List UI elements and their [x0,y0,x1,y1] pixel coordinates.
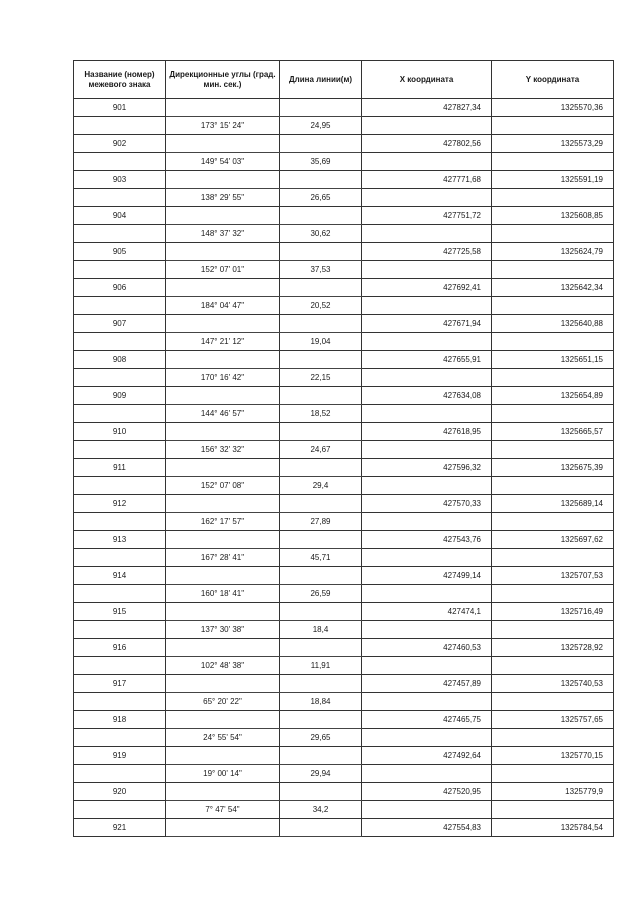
point-name: 914 [74,567,166,585]
y-coordinate: 1325651,15 [492,351,614,369]
direction-angle: 156° 32' 32" [166,441,280,459]
empty-cell [492,405,614,423]
direction-angle: 170° 16' 42" [166,369,280,387]
point-name: 901 [74,99,166,117]
x-coordinate: 427655,91 [362,351,492,369]
table-row [74,567,614,585]
line-length: 24,95 [280,117,362,135]
table-row [74,189,614,207]
point-name: 910 [74,423,166,441]
direction-angle: 147° 21' 12" [166,333,280,351]
empty-cell [280,99,362,117]
table-row [74,747,614,765]
y-coordinate: 1325716,49 [492,603,614,621]
y-coordinate: 1325707,53 [492,567,614,585]
empty-cell [362,153,492,171]
empty-cell [362,189,492,207]
empty-cell [166,387,280,405]
x-coordinate: 427554,83 [362,819,492,837]
empty-cell [166,459,280,477]
direction-angle: 152° 07' 08" [166,477,280,495]
empty-cell [280,711,362,729]
x-coordinate: 427725,58 [362,243,492,261]
empty-cell [74,369,166,387]
empty-cell [280,351,362,369]
direction-angle: 184° 04' 47" [166,297,280,315]
line-length: 18,84 [280,693,362,711]
empty-cell [74,801,166,819]
table-row [74,315,614,333]
empty-cell [166,243,280,261]
table-row [74,333,614,351]
table-row [74,279,614,297]
empty-cell [74,297,166,315]
point-name: 920 [74,783,166,801]
point-name: 915 [74,603,166,621]
x-coordinate: 427570,33 [362,495,492,513]
table-row [74,405,614,423]
empty-cell [362,405,492,423]
x-coordinate: 427499,14 [362,567,492,585]
table-row [74,351,614,369]
x-coordinate: 427596,32 [362,459,492,477]
empty-cell [166,171,280,189]
direction-angle: 148° 37' 32" [166,225,280,243]
table-row [74,801,614,819]
table-row [74,585,614,603]
header-length: Длина линии(м) [280,61,362,99]
x-coordinate: 427827,34 [362,99,492,117]
line-length: 18,4 [280,621,362,639]
table-row [74,477,614,495]
line-length: 22,15 [280,369,362,387]
table-row [74,549,614,567]
table-row [74,99,614,117]
empty-cell [280,819,362,837]
direction-angle: 7° 47' 54" [166,801,280,819]
empty-cell [362,549,492,567]
point-name: 907 [74,315,166,333]
empty-cell [362,693,492,711]
table-row [74,603,614,621]
empty-cell [280,495,362,513]
y-coordinate: 1325770,15 [492,747,614,765]
empty-cell [74,513,166,531]
table-row [74,153,614,171]
point-name: 918 [74,711,166,729]
empty-cell [280,747,362,765]
table-row [74,657,614,675]
point-name: 906 [74,279,166,297]
point-name: 902 [74,135,166,153]
empty-cell [166,207,280,225]
line-length: 37,53 [280,261,362,279]
empty-cell [362,297,492,315]
empty-cell [280,387,362,405]
y-coordinate: 1325573,29 [492,135,614,153]
empty-cell [74,693,166,711]
empty-cell [280,207,362,225]
empty-cell [362,585,492,603]
empty-cell [166,135,280,153]
point-name: 912 [74,495,166,513]
line-length: 30,62 [280,225,362,243]
empty-cell [280,603,362,621]
empty-cell [166,747,280,765]
x-coordinate: 427543,76 [362,531,492,549]
empty-cell [74,225,166,243]
empty-cell [166,99,280,117]
table-row [74,297,614,315]
table-row [74,729,614,747]
empty-cell [362,225,492,243]
empty-cell [166,783,280,801]
empty-cell [166,495,280,513]
header-y: Y координата [492,61,614,99]
table-row [74,639,614,657]
empty-cell [166,639,280,657]
empty-cell [362,513,492,531]
direction-angle: 137° 30' 38" [166,621,280,639]
y-coordinate: 1325779,9 [492,783,614,801]
y-coordinate: 1325697,62 [492,531,614,549]
empty-cell [362,477,492,495]
empty-cell [492,333,614,351]
table-row [74,387,614,405]
table-row [74,621,614,639]
direction-angle: 24° 55' 54" [166,729,280,747]
empty-cell [74,333,166,351]
direction-angle: 138° 29' 55" [166,189,280,207]
direction-angle: 102° 48' 38" [166,657,280,675]
empty-cell [74,729,166,747]
y-coordinate: 1325689,14 [492,495,614,513]
table-row [74,819,614,837]
empty-cell [280,639,362,657]
direction-angle: 162° 17' 57" [166,513,280,531]
x-coordinate: 427460,53 [362,639,492,657]
table-row [74,531,614,549]
empty-cell [492,189,614,207]
empty-cell [166,423,280,441]
header-name: Название (номер) межевого знака [74,61,166,99]
x-coordinate: 427802,56 [362,135,492,153]
empty-cell [492,765,614,783]
table-row [74,441,614,459]
empty-cell [280,279,362,297]
empty-cell [362,765,492,783]
x-coordinate: 427771,68 [362,171,492,189]
x-coordinate: 427634,08 [362,387,492,405]
empty-cell [492,261,614,279]
table-row [74,117,614,135]
direction-angle: 160° 18' 41" [166,585,280,603]
empty-cell [280,567,362,585]
empty-cell [492,729,614,747]
empty-cell [362,657,492,675]
line-length: 45,71 [280,549,362,567]
direction-angle: 19° 00' 14" [166,765,280,783]
empty-cell [166,603,280,621]
y-coordinate: 1325784,54 [492,819,614,837]
point-name: 911 [74,459,166,477]
direction-angle: 152° 07' 01" [166,261,280,279]
direction-angle: 149° 54' 03" [166,153,280,171]
empty-cell [74,153,166,171]
line-length: 29,94 [280,765,362,783]
empty-cell [166,675,280,693]
empty-cell [492,621,614,639]
empty-cell [166,351,280,369]
point-name: 909 [74,387,166,405]
x-coordinate: 427465,75 [362,711,492,729]
empty-cell [492,369,614,387]
empty-cell [280,423,362,441]
direction-angle: 144° 46' 57" [166,405,280,423]
table-row [74,495,614,513]
empty-cell [74,657,166,675]
line-length: 11,91 [280,657,362,675]
y-coordinate: 1325654,89 [492,387,614,405]
empty-cell [492,549,614,567]
line-length: 19,04 [280,333,362,351]
line-length: 24,67 [280,441,362,459]
empty-cell [280,675,362,693]
empty-cell [492,801,614,819]
empty-cell [362,729,492,747]
header-x: X координата [362,61,492,99]
x-coordinate: 427751,72 [362,207,492,225]
empty-cell [166,567,280,585]
empty-cell [492,225,614,243]
empty-cell [280,315,362,333]
line-length: 26,59 [280,585,362,603]
x-coordinate: 427618,95 [362,423,492,441]
empty-cell [280,531,362,549]
line-length: 34,2 [280,801,362,819]
table-row [74,693,614,711]
point-name: 904 [74,207,166,225]
direction-angle: 173° 15' 24" [166,117,280,135]
y-coordinate: 1325728,92 [492,639,614,657]
table-row [74,171,614,189]
empty-cell [166,531,280,549]
table-row [74,261,614,279]
empty-cell [166,711,280,729]
empty-cell [362,261,492,279]
y-coordinate: 1325624,79 [492,243,614,261]
empty-cell [166,819,280,837]
empty-cell [74,621,166,639]
empty-cell [492,585,614,603]
direction-angle: 65° 20' 22" [166,693,280,711]
direction-angle: 167° 28' 41" [166,549,280,567]
table-row [74,423,614,441]
x-coordinate: 427474,1 [362,603,492,621]
empty-cell [492,297,614,315]
line-length: 29,65 [280,729,362,747]
empty-cell [280,243,362,261]
y-coordinate: 1325591,19 [492,171,614,189]
empty-cell [74,549,166,567]
line-length: 29,4 [280,477,362,495]
empty-cell [362,117,492,135]
point-name: 919 [74,747,166,765]
x-coordinate: 427492,64 [362,747,492,765]
table-row [74,369,614,387]
empty-cell [74,765,166,783]
empty-cell [492,153,614,171]
y-coordinate: 1325642,34 [492,279,614,297]
point-name: 917 [74,675,166,693]
y-coordinate: 1325570,36 [492,99,614,117]
empty-cell [74,261,166,279]
empty-cell [74,441,166,459]
line-length: 20,52 [280,297,362,315]
point-name: 905 [74,243,166,261]
empty-cell [492,657,614,675]
empty-cell [74,405,166,423]
empty-cell [492,477,614,495]
table-row [74,675,614,693]
line-length: 18,52 [280,405,362,423]
empty-cell [362,801,492,819]
empty-cell [280,459,362,477]
line-length: 27,89 [280,513,362,531]
empty-cell [280,171,362,189]
table-row [74,243,614,261]
table-row [74,711,614,729]
table-row [74,783,614,801]
y-coordinate: 1325640,88 [492,315,614,333]
empty-cell [280,783,362,801]
y-coordinate: 1325665,57 [492,423,614,441]
empty-cell [362,369,492,387]
x-coordinate: 427520,95 [362,783,492,801]
empty-cell [166,315,280,333]
table-row [74,135,614,153]
x-coordinate: 427457,89 [362,675,492,693]
boundary-coordinates-table [73,60,614,837]
header-row [74,61,614,99]
line-length: 35,69 [280,153,362,171]
empty-cell [74,117,166,135]
empty-cell [280,135,362,153]
table-row [74,765,614,783]
point-name: 913 [74,531,166,549]
empty-cell [74,477,166,495]
empty-cell [74,189,166,207]
table-row [74,459,614,477]
header-angle: Дирекционные углы (град. мин. сек.) [166,61,280,99]
table-body [74,99,614,837]
empty-cell [74,585,166,603]
y-coordinate: 1325740,53 [492,675,614,693]
y-coordinate: 1325675,39 [492,459,614,477]
point-name: 916 [74,639,166,657]
empty-cell [362,621,492,639]
point-name: 921 [74,819,166,837]
empty-cell [492,117,614,135]
table-row [74,513,614,531]
x-coordinate: 427692,41 [362,279,492,297]
y-coordinate: 1325757,65 [492,711,614,729]
x-coordinate: 427671,94 [362,315,492,333]
point-name: 903 [74,171,166,189]
table-row [74,207,614,225]
line-length: 26,65 [280,189,362,207]
empty-cell [492,441,614,459]
y-coordinate: 1325608,85 [492,207,614,225]
empty-cell [362,441,492,459]
table-row [74,225,614,243]
empty-cell [492,693,614,711]
point-name: 908 [74,351,166,369]
empty-cell [492,513,614,531]
empty-cell [166,279,280,297]
empty-cell [362,333,492,351]
